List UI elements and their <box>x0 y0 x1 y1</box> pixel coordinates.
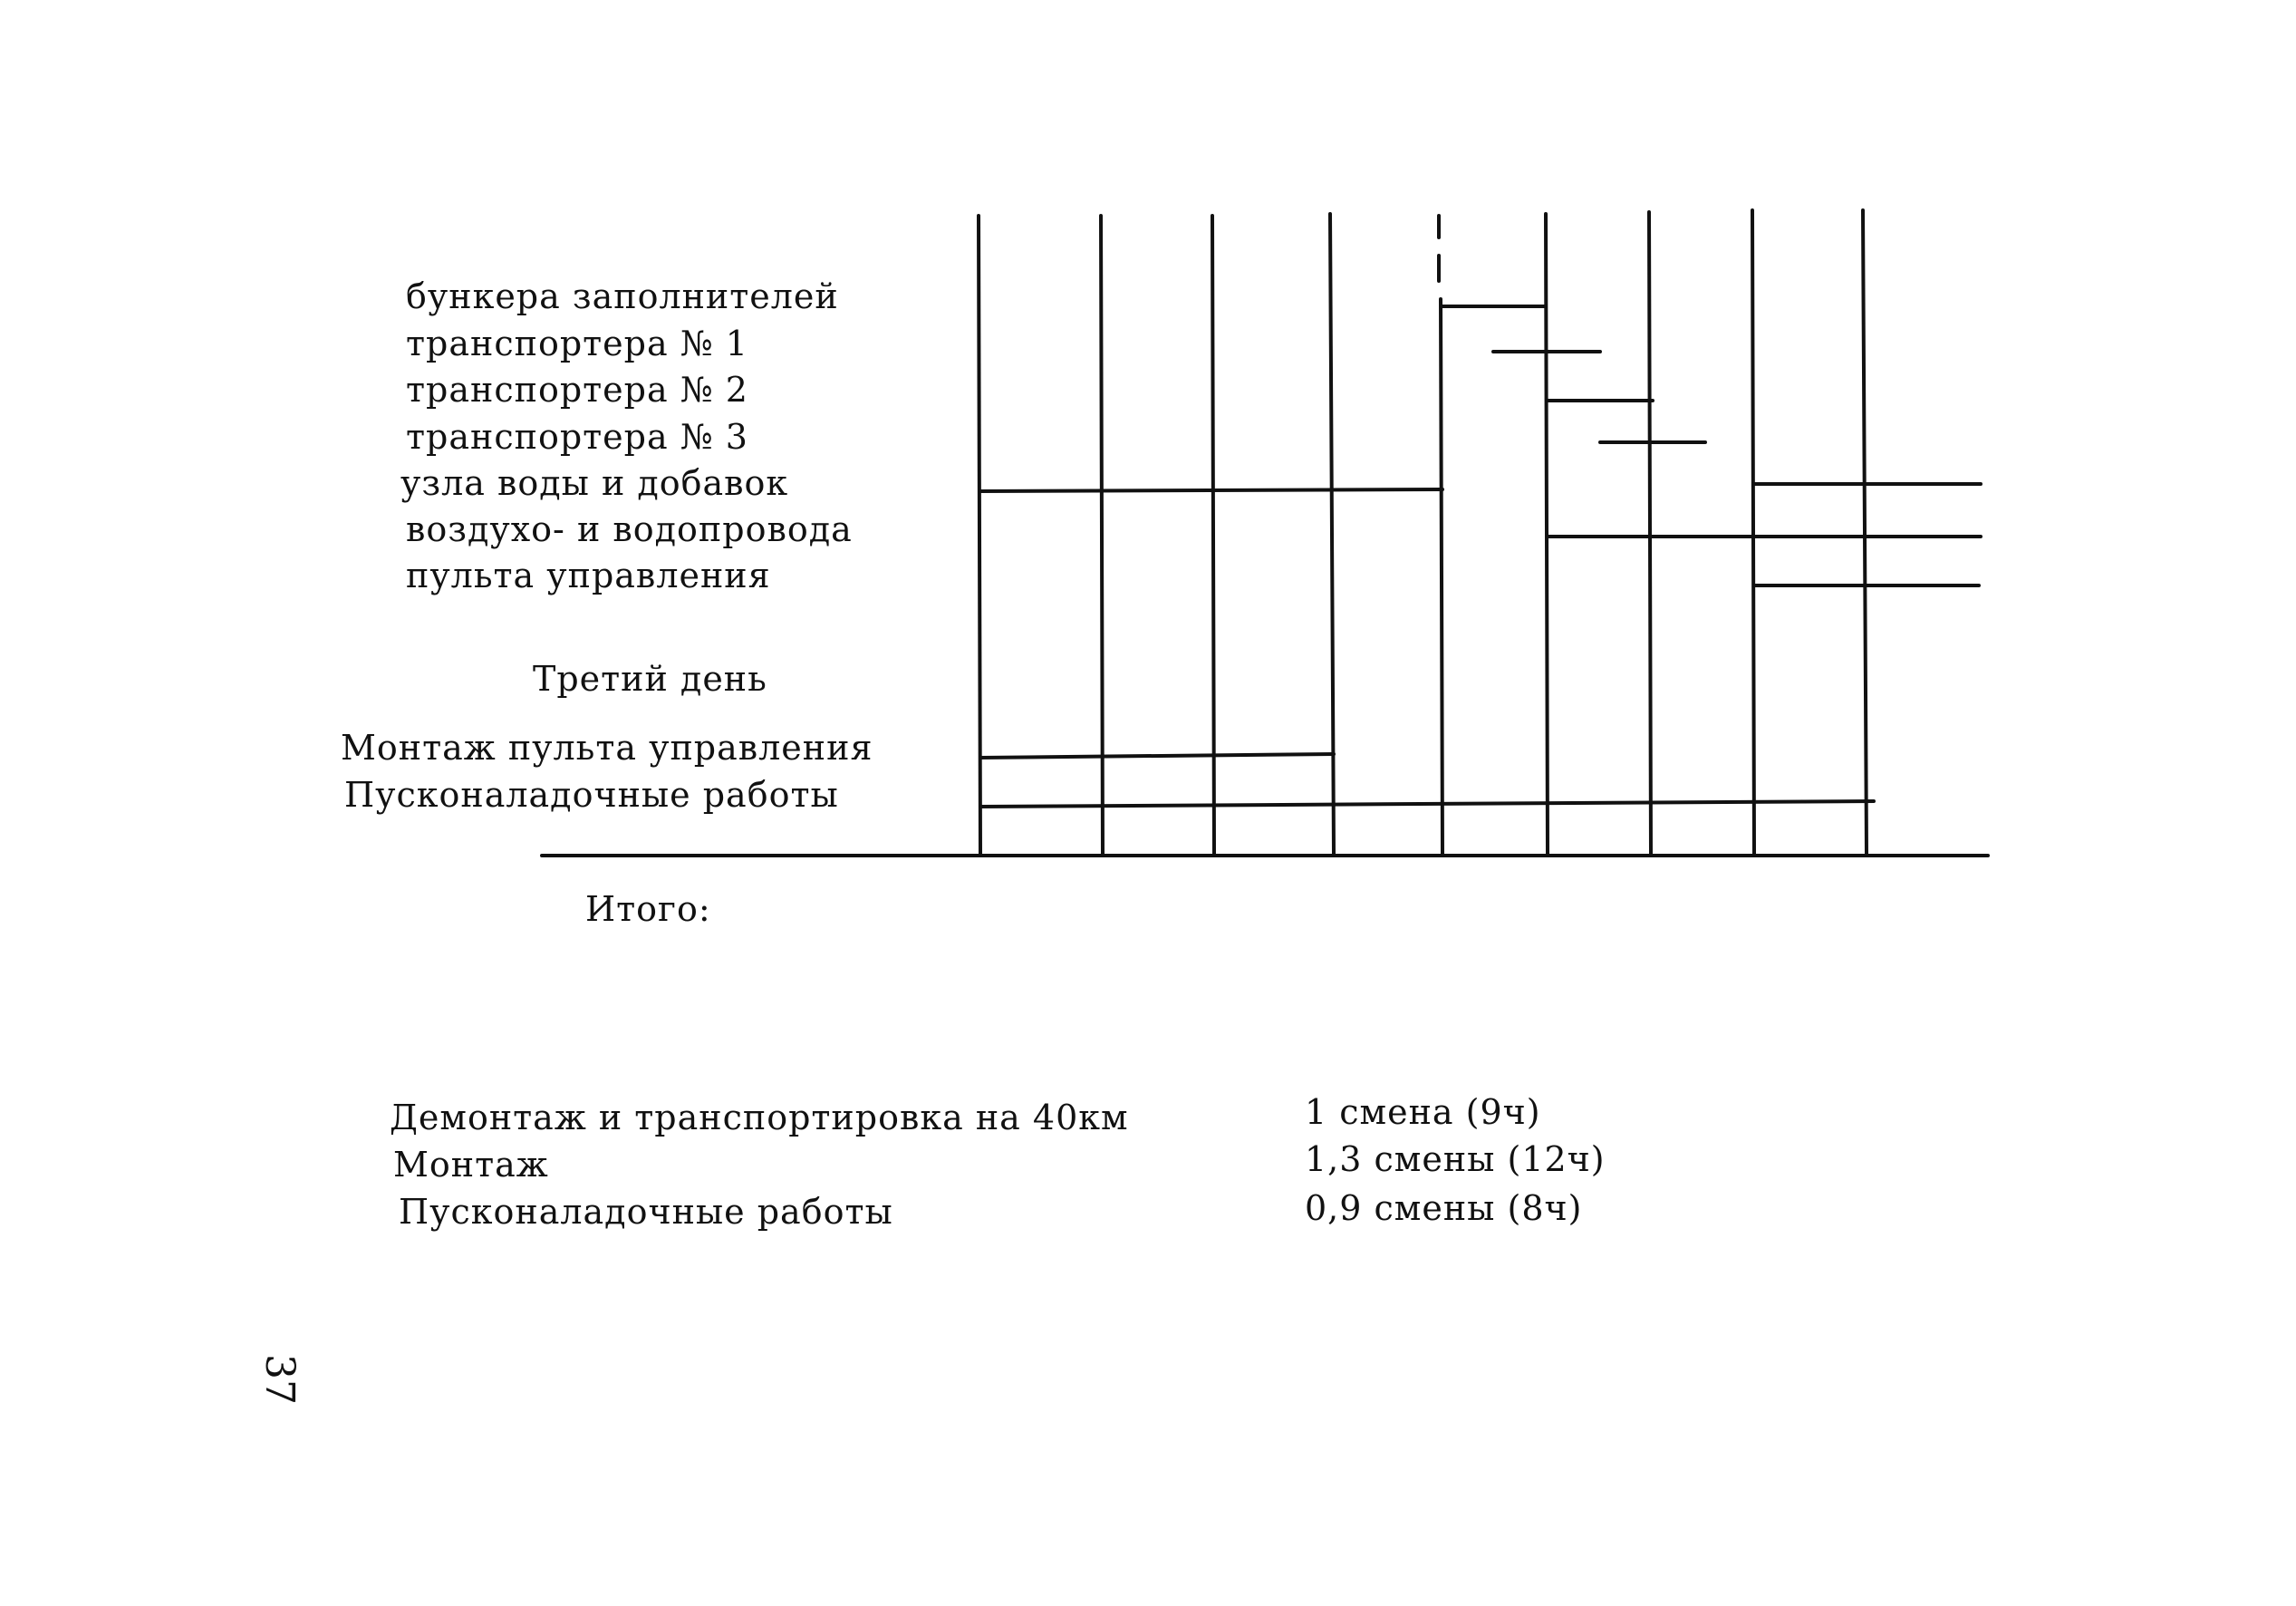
summary-duration-commissioning: 0,9 смены (8ч) <box>1305 1188 1583 1228</box>
row-label-commissioning: Пусконаладочные работы <box>344 775 839 815</box>
grid-vertical-line <box>1546 214 1548 854</box>
row-label-water-additives-unit: узла воды и добавок <box>400 463 789 503</box>
summary-duration-dismantling: 1 смена (9ч) <box>1305 1092 1541 1132</box>
task-bar-control-panel-installation <box>980 754 1334 758</box>
row-label-control-panel: пульта управления <box>406 556 771 595</box>
summary-task-dismantling: Демонтаж и транспортировка на 40км <box>390 1098 1129 1137</box>
page-number: 37 <box>256 1354 303 1405</box>
summary-task-commissioning: Пусконаладочные работы <box>399 1192 893 1232</box>
grid-vertical-line <box>1752 210 1754 854</box>
grid-vertical-line <box>1441 299 1442 854</box>
row-label-control-panel-installation: Монтаж пульта управления <box>341 728 873 768</box>
row-label-air-water-pipeline: воздухо- и водопровода <box>406 509 853 549</box>
grid-vertical-line <box>1212 216 1214 854</box>
third-day-heading: Третий день <box>533 659 767 699</box>
task-bar-commissioning <box>980 801 1874 807</box>
row-label-aggregate-bunker: бункера заполнителей <box>406 276 839 316</box>
row-label-conveyor-2: транспортера № 2 <box>406 370 748 410</box>
grid-vertical-line <box>1649 212 1651 854</box>
summary-duration-installation: 1,3 смены (12ч) <box>1305 1139 1606 1179</box>
summary-task-installation: Монтаж <box>393 1145 549 1185</box>
total-label: Итого: <box>585 889 711 929</box>
grid-vertical-line <box>1330 214 1334 854</box>
grid-vertical-line <box>1863 210 1867 854</box>
row-label-conveyor-1: транспортера № 1 <box>406 324 748 363</box>
task-bar-water-additives-unit <box>980 489 1442 491</box>
row-label-conveyor-3: транспортера № 3 <box>406 417 748 457</box>
